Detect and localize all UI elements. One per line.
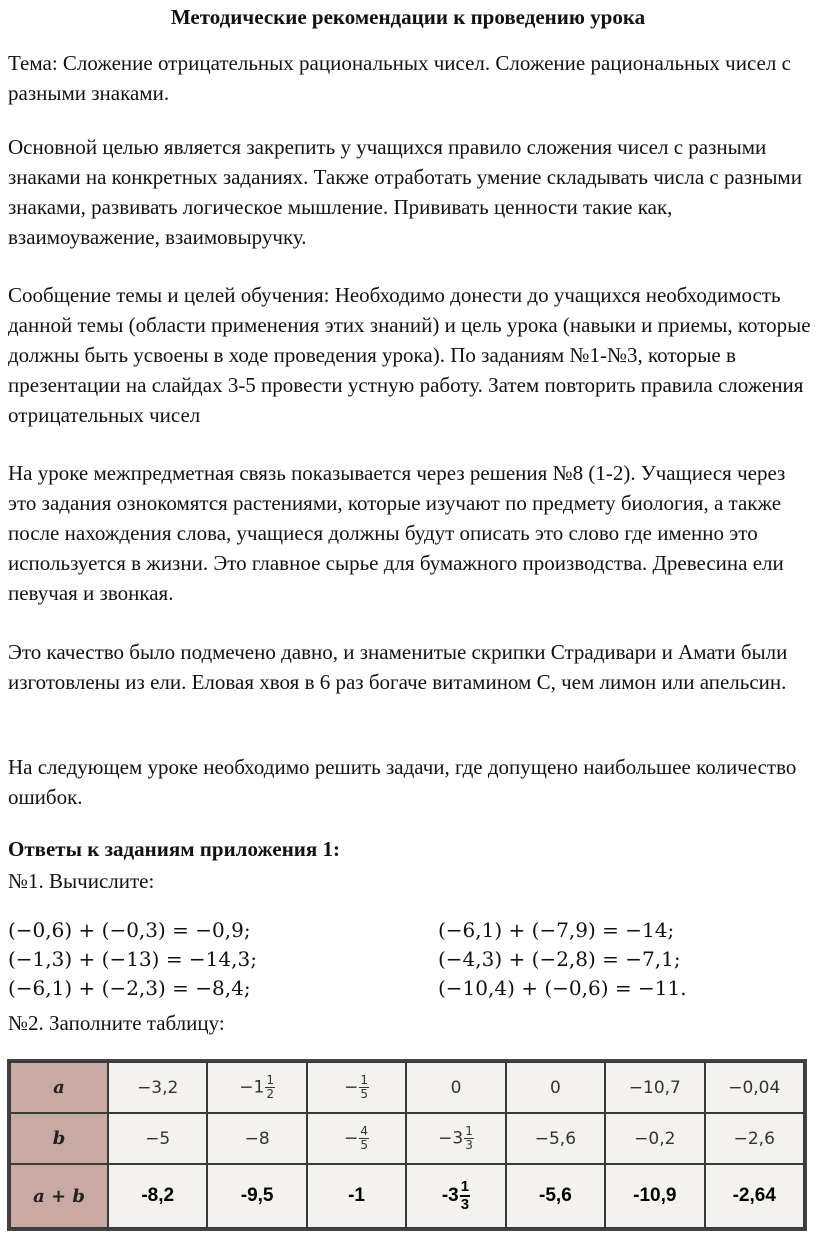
cell-sum-7 <box>705 1164 804 1228</box>
cell-a-1 <box>108 1062 207 1113</box>
task1-equation-left-2: (−1,3) + (−13) = −14,3; <box>8 947 257 971</box>
cell-value: −10,7 <box>628 1077 681 1098</box>
cell-b-7 <box>705 1113 804 1164</box>
fraction-denominator: 5 <box>360 1138 368 1153</box>
cell-value: −5,6 <box>534 1128 577 1149</box>
cell-value: -3 <box>441 1185 459 1207</box>
cell-a-5 <box>506 1062 605 1113</box>
fraction-denominator: 5 <box>360 1087 368 1102</box>
goal-paragraph: Основной целью является закрепить у учащихся правило сложения чисел с разными знаками на конкретных заданиях. Также отработать умение складывать числа с разными знаками, развивать логическое мышление. Прививать ценности такие как, взаимоуважение, взаимовыручку. <box>8 135 802 249</box>
next-lesson-paragraph: На следующем уроке необходимо решить задачи, где допущено наибольшее количество ошибок. <box>8 755 797 809</box>
cell-value: −3,2 <box>137 1077 179 1098</box>
task2-label: №2. Заполните таблицу: <box>8 1011 225 1035</box>
cell-value: −3 <box>438 1128 464 1149</box>
cell-value: -9,5 <box>240 1185 274 1207</box>
cell-sum-5 <box>506 1164 605 1228</box>
table-row-sum <box>10 1164 804 1228</box>
cell-b-4 <box>406 1113 505 1164</box>
fraction <box>460 1179 470 1213</box>
cell-a-7 <box>705 1062 804 1113</box>
cell-value: −2,6 <box>733 1128 775 1149</box>
cell-value: -2,64 <box>732 1185 776 1207</box>
cell-b-6 <box>605 1113 704 1164</box>
cell-value: −5 <box>145 1128 171 1149</box>
document-title: Методические рекомендации к проведению урока <box>170 5 646 29</box>
table-row-b <box>10 1113 804 1164</box>
cell-b-3 <box>307 1113 406 1164</box>
task1-equation-right-1: (−6,1) + (−7,9) = −14; <box>438 918 675 942</box>
cell-value: -8,2 <box>141 1185 175 1207</box>
interdisciplinary-paragraph: На уроке межпредметная связь показывается через решения №8 (1-2). Учащиеся через это задания ознокомятся растениями, которые изучают по предмету биология, а также после нахождения слова, учащиеся должны будут описать это слово где именно это используется в жизни. Это главное сырье для бумажного производства. Древесина ели певучая и звонкая. <box>8 461 786 605</box>
fraction <box>265 1074 275 1101</box>
fraction-numerator: 1 <box>460 1178 470 1196</box>
fraction-numerator: 1 <box>266 1073 274 1088</box>
cell-b-1 <box>108 1113 207 1164</box>
cell-sum-6 <box>605 1164 704 1228</box>
fraction-numerator: 1 <box>465 1124 473 1139</box>
fraction-denominator: 2 <box>266 1087 274 1102</box>
cell-value: -10,9 <box>633 1185 677 1207</box>
cell-b-2 <box>207 1113 306 1164</box>
cell-a-6 <box>605 1062 704 1113</box>
cell-a-2 <box>207 1062 306 1113</box>
row-label-b: b <box>10 1113 108 1164</box>
task1-equation-right-3: (−10,4) + (−0,6) = −11. <box>438 976 687 1000</box>
cell-value: −0,04 <box>728 1077 781 1098</box>
table-row-a <box>10 1062 804 1113</box>
fraction <box>464 1125 474 1152</box>
topic-paragraph: Тема: Сложение отрицательных рациональных чисел. Сложение рациональных чисел с разными знаками. <box>8 51 791 105</box>
message-paragraph: Сообщение темы и целей обучения: Необходимо донести до учащихся необходимость данной темы (области применения этих знаний) и цель урока (навыки и приемы, которые должны быть усвоены в ходе проведения урока). По заданиям №1-№3, которые в презентации на слайдах 3-5 провести устную работу. Затем повторить правила сложения отрицательных чисел <box>8 283 811 427</box>
task1-label: №1. Вычислите: <box>8 869 155 893</box>
cell-a-4 <box>406 1062 505 1113</box>
cell-value: −8 <box>244 1128 270 1149</box>
fraction-denominator: 3 <box>460 1196 470 1214</box>
quality-paragraph: Это качество было подмечено давно, и знаменитые скрипки Страдивари и Амати были изготовлены из ели. Еловая хвоя в 6 раз богаче витамином С, чем лимон или апельсин. <box>8 640 788 694</box>
cell-value: -5,6 <box>539 1185 572 1207</box>
cell-value: 0 <box>450 1077 462 1098</box>
cell-value: −0,2 <box>634 1128 676 1149</box>
task1-equation-right-2: (−4,3) + (−2,8) = −7,1; <box>438 947 681 971</box>
fraction-denominator: 3 <box>465 1138 473 1153</box>
cell-b-5 <box>506 1113 605 1164</box>
fraction <box>359 1125 369 1152</box>
cell-sum-3 <box>307 1164 406 1228</box>
task1-equation-left-1: (−0,6) + (−0,3) = −0,9; <box>8 918 251 942</box>
fraction <box>359 1074 369 1101</box>
cell-value: − <box>344 1128 359 1149</box>
answers-heading: Ответы к заданиям приложения 1: <box>8 837 341 861</box>
row-label-a: a <box>10 1062 108 1113</box>
answers-table <box>9 1061 805 1229</box>
cell-value: −1 <box>239 1077 265 1098</box>
cell-value: -1 <box>348 1185 365 1207</box>
cell-a-3 <box>307 1062 406 1113</box>
fraction-numerator: 1 <box>360 1073 368 1088</box>
answers-table-image <box>7 1059 807 1231</box>
task1-equation-left-3: (−6,1) + (−2,3) = −8,4; <box>8 976 251 1000</box>
cell-sum-4 <box>406 1164 505 1228</box>
cell-sum-1 <box>108 1164 207 1228</box>
cell-sum-2 <box>207 1164 306 1228</box>
cell-value: 0 <box>549 1077 561 1098</box>
row-label-sum: a + b <box>10 1164 108 1228</box>
fraction-numerator: 4 <box>360 1124 368 1139</box>
cell-value: − <box>344 1077 359 1098</box>
